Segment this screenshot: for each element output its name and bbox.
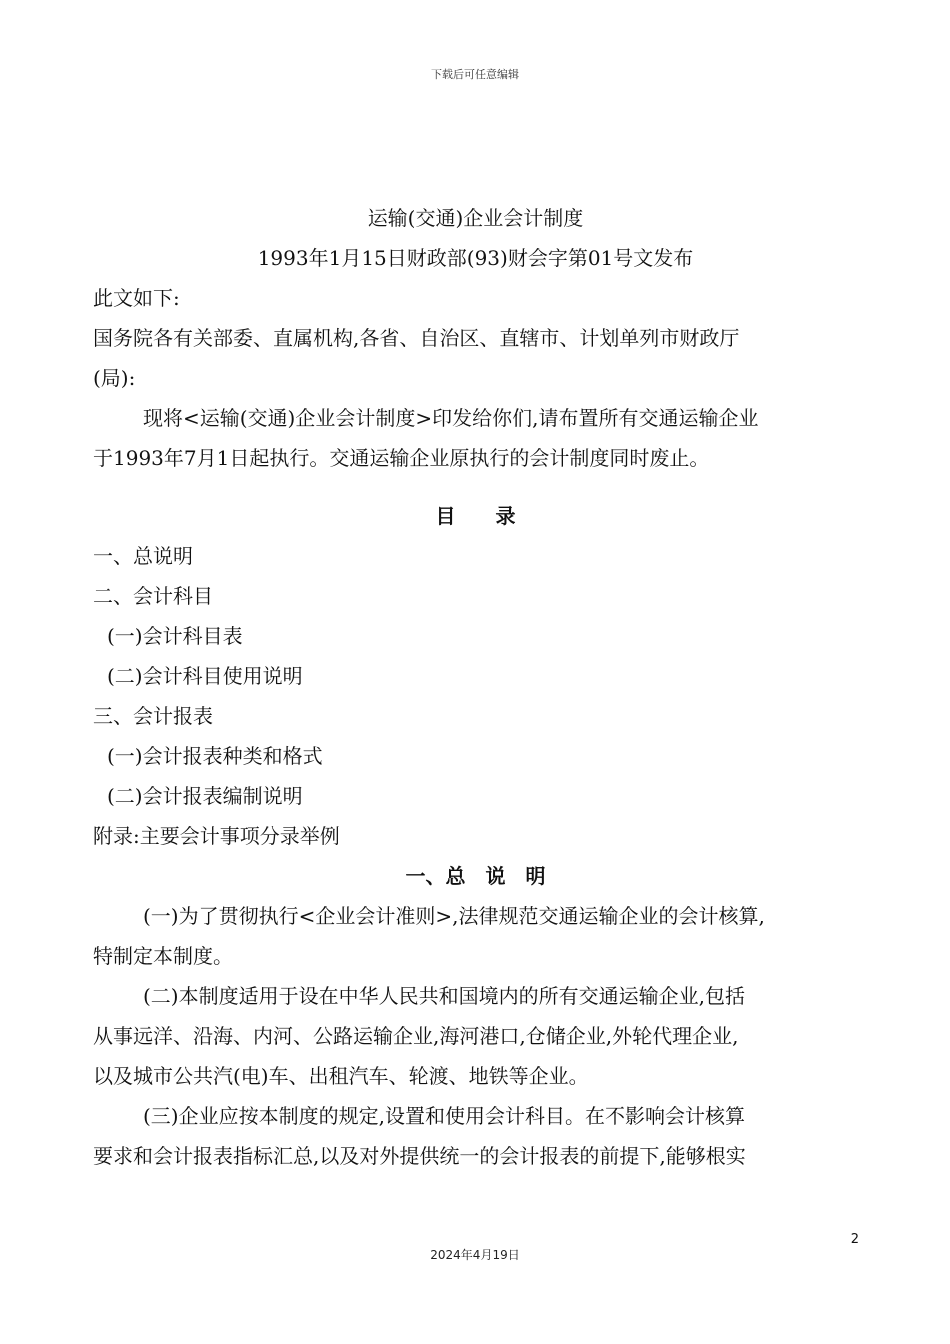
toc-item: 二、会计科目 [93, 584, 213, 608]
section-heading: 一、总 说 明 [405, 864, 546, 888]
toc-item: (一)会计报表种类和格式 [107, 744, 323, 768]
paragraph-line: 现将<运输(交通)企业会计制度>印发给你们,请布置所有交通运输企业 [143, 406, 759, 430]
toc-item: 三、会计报表 [93, 704, 213, 728]
toc-item: (二)会计报表编制说明 [107, 784, 303, 808]
paragraph-line: 以及城市公共汽(电)车、出租汽车、轮渡、地铁等企业。 [93, 1064, 589, 1088]
paragraph-line: (三)企业应按本制度的规定,设置和使用会计科目。在不影响会计核算 [143, 1104, 745, 1128]
paragraph-line: 从事远洋、沿海、内河、公路运输企业,海河港口,仓储企业,外轮代理企业, [93, 1024, 739, 1048]
document-title: 运输(交通)企业会计制度 [367, 206, 584, 230]
document-subtitle: 1993年1月15日财政部(93)财会字第01号文发布 [257, 246, 694, 270]
toc-item: (二)会计科目使用说明 [107, 664, 303, 688]
paragraph-line: 于1993年7月1日起执行。交通运输企业原执行的会计制度同时废止。 [93, 446, 710, 470]
addressee-line: (局): [93, 366, 136, 390]
paragraph-line: (二)本制度适用于设在中华人民共和国境内的所有交通运输企业,包括 [143, 984, 745, 1008]
page-number: 2 [850, 1232, 859, 1247]
page-footer-date: 2024年4月19日 [430, 1248, 520, 1262]
toc-item: 附录:主要会计事项分录举例 [93, 824, 340, 848]
toc-item: (一)会计科目表 [107, 624, 243, 648]
paragraph-line: (一)为了贯彻执行<企业会计准则>,法律规范交通运输企业的会计核算, [143, 904, 765, 928]
addressee-line: 国务院各有关部委、直属机构,各省、自治区、直辖市、计划单列市财政厅 [93, 326, 740, 350]
intro-line: 此文如下: [93, 286, 180, 310]
document-body [93, 198, 858, 1176]
page-header: 下载后可任意编辑 [431, 68, 519, 81]
toc-title: 目 录 [435, 504, 516, 528]
paragraph-line: 要求和会计报表指标汇总,以及对外提供统一的会计报表的前提下,能够根实 [93, 1144, 746, 1168]
paragraph-line: 特制定本制度。 [93, 944, 233, 968]
toc-item: 一、总说明 [93, 544, 193, 568]
